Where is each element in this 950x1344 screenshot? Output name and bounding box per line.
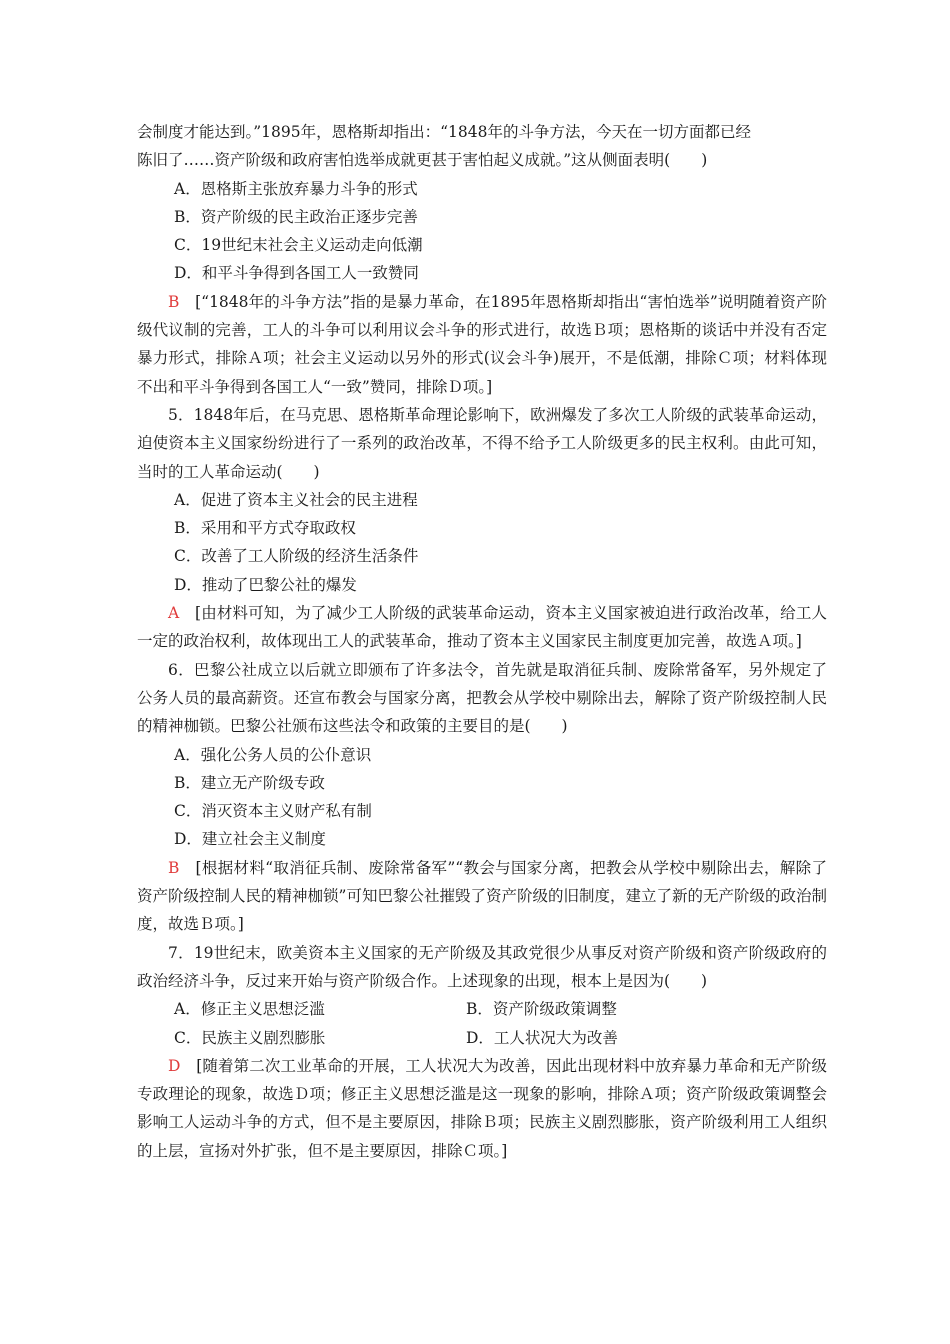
q6-answer-letter: B [168,858,180,877]
q7-option-c: C．民族主义剧烈膨胀 [174,1028,326,1047]
q5-answer-explanation: [由材料可知，为了减少工人阶级的武装革命运动，资本主义国家被迫进行政治改革，给工人一定的政治权利，故体现出工人的武装革命，推动了资本主义国家民主制度更加完善，故选Ａ项。] [137,604,827,651]
q4-option-b: B．资产阶级的民主政治正逐步完善 [174,207,418,226]
q6-option-b: B．建立无产阶级专政 [174,773,325,792]
q7-options-row1 [137,995,827,1023]
q7-option-d: D．工人状况大为改善 [466,1028,618,1047]
q5-option-d: D．推动了巴黎公社的爆发 [174,575,357,594]
q6-option-a: A．强化公务人员的公仆意识 [174,745,372,764]
q5-answer [137,599,827,656]
q6-option-d: D．建立社会主义制度 [174,830,326,849]
q6-stem: 6．巴黎公社成立以后就立即颁布了许多法令，首先就是取消征兵制、废除常备军，另外规定了公务人员的最高薪资。还宣布教会与国家分离，把教会从学校中剔除出去，解除了资产阶级控制人民的精神枷锁。巴黎公社颁布这些法令和政策的主要目的是( ) [137,660,827,736]
q5-stem: 5．1848年后，在马克思、恩格斯革命理论影响下，欧洲爆发了多次工人阶级的武装革命运动，迫使资本主义国家纷纷进行了一系列的政治改革，不得不给予工人阶级更多的民主权利。由此可知，当时的工人革命运动( ) [137,405,827,481]
document-content [137,118,827,1165]
q6-answer [137,854,827,939]
q7-answer [137,1052,827,1165]
q4-stem-line1: 会制度才能达到。”1895年，恩格斯却指出：“1848年的斗争方法，今天在一切方面都已经 [137,123,751,141]
q7-answer-letter: D [168,1056,181,1075]
q4-answer [137,288,827,401]
q4-answer-letter: B [168,292,180,311]
q7-options-row2 [137,1024,827,1052]
q7-option-b: B．资产阶级政策调整 [466,1000,617,1019]
q7-option-a: A．修正主义思想泛滥 [174,1000,325,1019]
q4-option-a: A．恩格斯主张放弃暴力斗争的形式 [174,179,418,198]
q5-option-b: B．采用和平方式夺取政权 [174,519,356,538]
q7-answer-explanation: [随着第二次工业革命的开展，工人状况大为改善，因此出现材料中放弃暴力革命和无产阶级专政理论的现象，故选Ｄ项；修正主义思想泛滥是这一现象的影响，排除Ａ项；资产阶级政策调整会影响工人运动斗争的方式，但不是主要原因，排除Ｂ项；民族主义剧烈膨胀，资产阶级利用工人组织的上层，宣扬对外扩张，但不是主要原因，排除Ｃ项。] [137,1056,827,1160]
q4-stem-line2: 陈旧了……资产阶级和政府害怕选举成就更甚于害怕起义成就。”这从侧面表明( ) [137,151,708,170]
q5-option-a: A．促进了资本主义社会的民主进程 [174,490,418,509]
q5-answer-letter: A [168,604,180,623]
q5-option-c: C．改善了工人阶级的经济生活条件 [174,547,419,566]
q6-answer-explanation: [根据材料“取消征兵制、废除常备军”“教会与国家分离，把教会从学校中剔除出去，解除了资产阶级控制人民的精神枷锁”可知巴黎公社摧毁了资产阶级的旧制度，建立了新的无产阶级的政治制度，故选Ｂ项。] [137,858,827,934]
q4-option-d: D．和平斗争得到各国工人一致赞同 [174,264,419,283]
q4-answer-explanation: [“1848年的斗争方法”指的是暴力革命，在1895年恩格斯却指出“害怕选举”说明随着资产阶级代议制的完善，工人的斗争可以利用议会斗争的形式进行，故选Ｂ项；恩格斯的谈话中并没有否定暴力形式，排除Ａ项；社会主义运动以另外的形式(议会斗争)展开，不是低潮，排除Ｃ项；材料体现不出和平斗争得到各国工人“一致”赞同，排除Ｄ项。] [137,292,827,396]
q4-option-c: C．19世纪末社会主义运动走向低潮 [174,236,423,255]
q6-option-c: C．消灭资本主义财产私有制 [174,802,372,821]
q7-stem: 7．19世纪末，欧美资本主义国家的无产阶级及其政党很少从事反对资产阶级和资产阶级政府的政治经济斗争，反过来开始与资产阶级合作。上述现象的出现，根本上是因为( ) [137,943,827,990]
